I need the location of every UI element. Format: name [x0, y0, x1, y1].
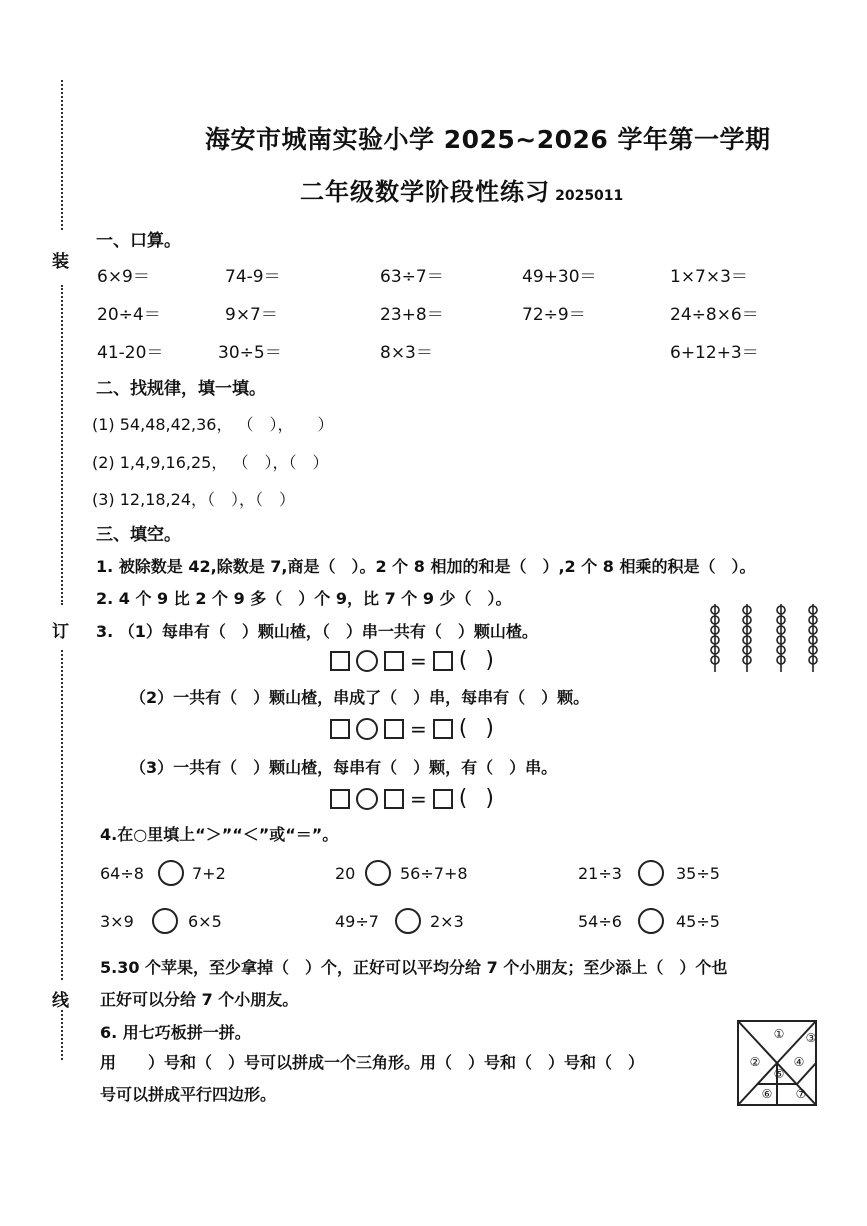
compare-6-right: 45÷5	[676, 912, 720, 931]
skewer-2	[743, 604, 751, 672]
calc-r2c3: 23+8＝	[380, 305, 444, 325]
question-3-part-3: （3）一共有（ ）颗山楂，每串有（ ）颗，有（ ）串。	[130, 758, 558, 777]
compare-3-right: 35÷5	[676, 864, 720, 883]
calc-r2c1: 20÷4＝	[97, 305, 161, 325]
blank-square	[384, 651, 404, 671]
hawthorn-skewers-illustration	[705, 600, 825, 675]
skewer-3	[777, 604, 785, 672]
equals-sign: =	[410, 648, 427, 673]
calc-r1c2: 74-9＝	[225, 267, 281, 287]
blank-circle	[356, 650, 378, 672]
section3-heading: 三、填空。	[96, 525, 181, 545]
blank-circle	[356, 718, 378, 740]
question-4-heading: 4.在○里填上“＞”“＜”或“＝”。	[100, 825, 339, 844]
compare-5-right: 2×3	[430, 912, 464, 931]
blank-square	[433, 719, 453, 739]
equals-sign: =	[410, 716, 427, 741]
tangram-label-7: ⑦	[795, 1087, 807, 1101]
pattern-item-1: (1) 54,48,42,36， （ ）， ）	[92, 415, 334, 434]
blank-circle	[356, 788, 378, 810]
compare-1-circle[interactable]	[158, 860, 184, 886]
calc-r1c1: 6×9＝	[97, 267, 150, 287]
blank-square	[384, 719, 404, 739]
question-6-heading: 6. 用七巧板拼一拼。	[100, 1023, 251, 1042]
question-5-line-1: 5.30 个苹果，至少拿掉（ ）个，正好可以平均分给 7 个小朋友；至少添上（ ）个也	[100, 958, 728, 977]
skewer-1	[711, 604, 719, 672]
pattern-item-3: (3) 12,18,24，（ ），（ ）	[92, 490, 296, 509]
page-title: 海安市城南实验小学 2025~2026 学年第一学期	[205, 125, 771, 154]
compare-6-left: 54÷6	[578, 912, 622, 931]
question-1: 1. 被除数是 42,除数是 7,商是（ ）。2 个 8 相加的和是（ ）,2 个 8 相乘的积是（ ）。	[96, 557, 756, 576]
tangram-label-4: ④	[793, 1055, 805, 1069]
equation-box-1	[330, 648, 512, 673]
calc-r3c3: 8×3＝	[380, 343, 433, 363]
calc-r1c3: 63÷7＝	[380, 267, 444, 287]
calc-r1c4: 49+30＝	[522, 267, 597, 287]
calc-r3c2: 30÷5＝	[218, 343, 282, 363]
blank-square	[384, 789, 404, 809]
question-3-part-1: 3. （1）每串有（ ）颗山楂，（ ）串一共有（ ）颗山楂。	[96, 622, 538, 641]
calc-r2c5: 24÷8×6＝	[670, 305, 759, 325]
question-5-line-2: 正好可以分给 7 个小朋友。	[100, 990, 299, 1009]
binding-line-lower	[61, 650, 63, 980]
question-6-line-2: 号可以拼成平行四边形。	[100, 1085, 277, 1104]
tangram-label-1: ①	[773, 1027, 785, 1041]
compare-3-left: 21÷3	[578, 864, 622, 883]
tangram-label-6: ⑥	[761, 1087, 773, 1101]
compare-4-left: 3×9	[100, 912, 134, 931]
unit-parens: ()	[458, 786, 512, 811]
calc-r2c2: 9×7＝	[225, 305, 278, 325]
binding-line-middle	[61, 285, 63, 605]
compare-1-left: 64÷8	[100, 864, 144, 883]
calc-r3c1: 41-20＝	[97, 343, 164, 363]
tangram-label-5: ⑤	[773, 1067, 785, 1081]
compare-2-right: 56÷7+8	[400, 864, 468, 883]
section2-heading: 二、找规律，填一填。	[96, 379, 266, 399]
compare-5-left: 49÷7	[335, 912, 379, 931]
equation-box-2	[330, 716, 512, 741]
compare-2-circle[interactable]	[365, 860, 391, 886]
binding-line-bottom	[61, 1010, 63, 1060]
tangram-label-2: ②	[749, 1055, 761, 1069]
exam-code: 2025011	[555, 188, 624, 204]
question-6-line-1: 用 ）号和（ ）号可以拼成一个三角形。用（ ）号和（ ）号和（ ）	[100, 1053, 645, 1072]
blank-square	[330, 719, 350, 739]
skewer-4	[809, 604, 817, 672]
margin-label-xian: 线	[52, 991, 69, 1011]
equals-sign: =	[410, 786, 427, 811]
blank-square	[433, 651, 453, 671]
blank-square	[330, 789, 350, 809]
calc-r2c4: 72÷9＝	[522, 305, 586, 325]
question-2: 2. 4 个 9 比 2 个 9 多（ ）个 9，比 7 个 9 少（ ）。	[96, 589, 512, 608]
compare-6-circle[interactable]	[638, 908, 664, 934]
margin-label-zhuang: 装	[52, 252, 69, 272]
subtitle-row	[300, 172, 623, 207]
pattern-item-2: (2) 1,4,9,16,25， （ ），（ ）	[92, 453, 329, 472]
compare-5-circle[interactable]	[395, 908, 421, 934]
compare-4-right: 6×5	[188, 912, 222, 931]
page-subtitle: 二年级数学阶段性练习	[300, 178, 550, 206]
blank-square	[433, 789, 453, 809]
calc-r1c5: 1×7×3＝	[670, 267, 748, 287]
equation-box-3	[330, 786, 512, 811]
margin-label-ding: 订	[52, 622, 69, 642]
compare-4-circle[interactable]	[152, 908, 178, 934]
blank-square	[330, 651, 350, 671]
binding-line-top	[61, 80, 63, 230]
unit-parens: ()	[458, 648, 512, 673]
calc-r3c5: 6+12+3＝	[670, 343, 759, 363]
tangram-figure	[737, 1020, 817, 1106]
compare-3-circle[interactable]	[638, 860, 664, 886]
compare-2-left: 20	[335, 864, 356, 883]
question-3-part-2: （2）一共有（ ）颗山楂，串成了（ ）串，每串有（ ）颗。	[130, 688, 590, 707]
section1-heading: 一、口算。	[96, 231, 181, 251]
unit-parens: ()	[458, 716, 512, 741]
tangram-label-3: ③	[805, 1031, 817, 1045]
compare-1-right: 7+2	[192, 864, 226, 883]
